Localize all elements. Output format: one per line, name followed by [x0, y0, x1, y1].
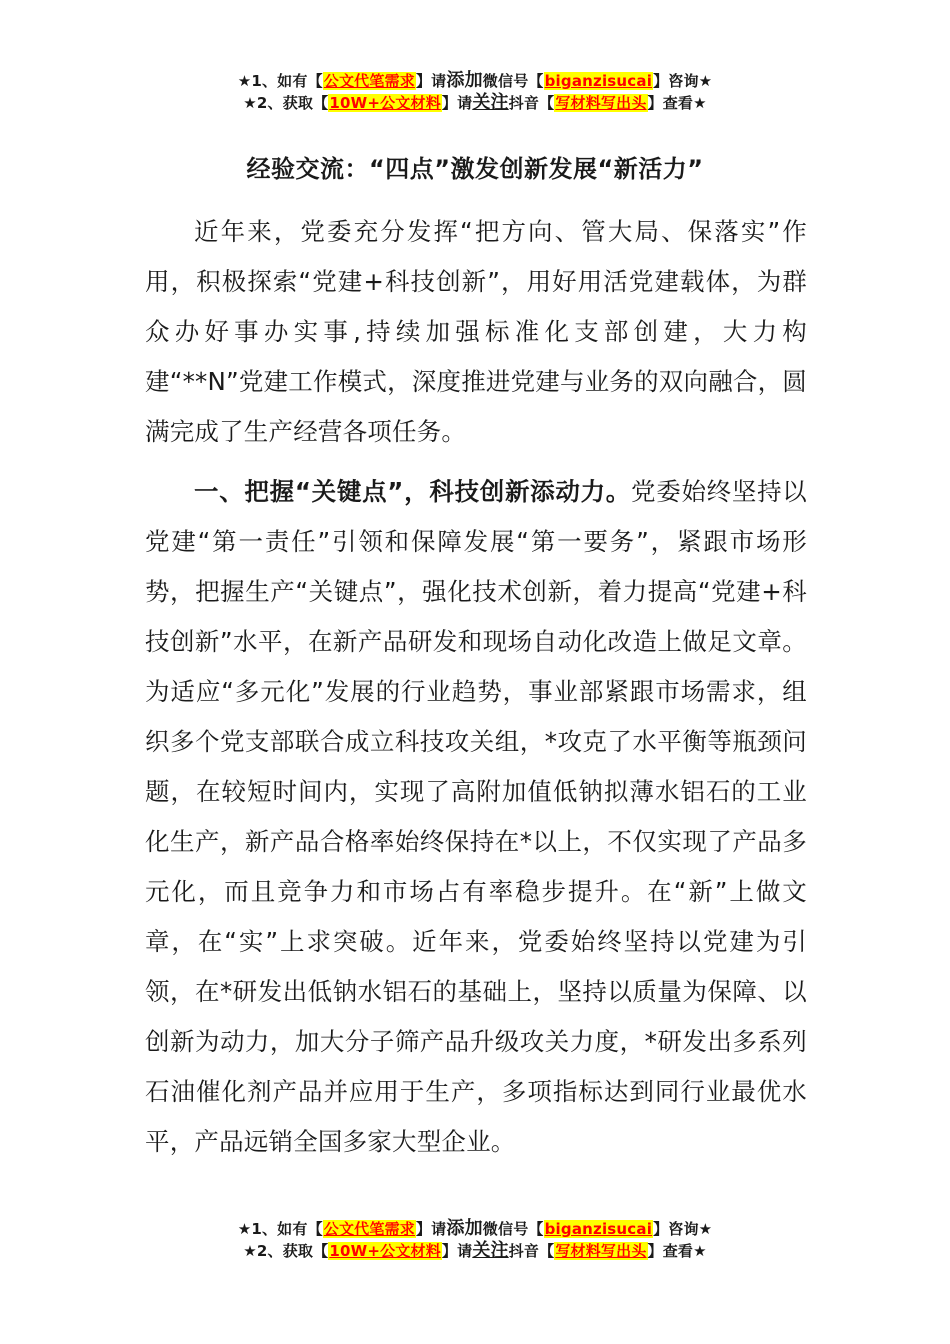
banner-text: 】请	[441, 94, 473, 112]
banner-text: ★2、获取【	[243, 1242, 329, 1260]
banner-text: 抖音【	[508, 94, 555, 112]
section-1-body: 党委始终坚持以党建“第一责任”引领和保障发展“第一要务”，紧跟市场形势，把握生产“关键点”，强化技术创新，着力提高“党建+科技创新”水平，在新产品研发和现场自动化改造上做足文章。为适应“多元化”发展的行业趋势，事业部紧跟市场需求，组织多个党支部联合成立科技攻关组，*攻克了水平衡等瓶颈问题，在较短时间内，实现了高附加值低钠拟薄水铝石的工业化生产，新产品合格率始终保持在*以上，不仅实现了产品多元化，而且竞争力和市场占有率稳步提升。在“新”上做文章，在“实”上求突破。近年来，党委始终坚持以党建为引领，在*研发出低钠水铝石的基础上，坚持以质量为保障、以创新为动力，加大分子筛产品升级攻关力度，*研发出多系列石油催化剂产品并应用于生产，多项指标达到同行业最优水平，产品远销全国多家大型企业。	[145, 477, 807, 1156]
intro-paragraph: 近年来，党委充分发挥“把方向、管大局、保落实”作用，积极探索“党建+科技创新”，用好用活党建载体，为群众办好事办实事,持续加强标准化支部创建，大力构建“**N”党建工作模式，深度推进党建与业务的双向融合，圆满完成了生产经营各项任务。	[145, 217, 808, 446]
banner-emphasis: 添加	[446, 70, 483, 91]
banner-line-1	[0, 1218, 950, 1240]
banner-emphasis: 关注	[472, 1240, 509, 1261]
banner-text: 】咨询★	[653, 72, 713, 90]
bottom-banner	[0, 1218, 950, 1262]
banner-emphasis: 添加	[446, 1218, 483, 1239]
document-title: 经验交流：“四点”激发创新发展“新活力”	[246, 155, 704, 183]
banner-text: 】请	[415, 72, 447, 90]
materials-highlight: 10W+公文材料	[329, 1242, 441, 1260]
banner-text: 】咨询★	[653, 1220, 713, 1238]
banner-text: 微信号【	[482, 1220, 544, 1238]
banner-line-2	[0, 1240, 950, 1262]
douyin-account-highlight[interactable]: 写材料写出头	[555, 1242, 647, 1260]
banner-line-1	[0, 70, 950, 92]
banner-text: ★1、如有【	[237, 72, 323, 90]
top-banner	[0, 70, 950, 114]
douyin-account-highlight[interactable]: 写材料写出头	[555, 94, 647, 112]
banner-text: ★1、如有【	[237, 1220, 323, 1238]
banner-emphasis: 关注	[472, 92, 509, 113]
banner-text: 】查看★	[647, 1242, 707, 1260]
banner-text: 】查看★	[647, 94, 707, 112]
service-highlight: 公文代笔需求	[323, 72, 415, 90]
service-highlight: 公文代笔需求	[323, 1220, 415, 1238]
section-1-heading: 一、把握“关键点”，科技创新添动力。	[194, 477, 632, 506]
banner-text: 】请	[415, 1220, 447, 1238]
banner-text: 微信号【	[482, 72, 544, 90]
banner-text: ★2、获取【	[243, 94, 329, 112]
wechat-id-highlight[interactable]: biganzisucai	[544, 1220, 653, 1238]
banner-line-2	[0, 92, 950, 114]
materials-highlight: 10W+公文材料	[329, 94, 441, 112]
wechat-id-highlight[interactable]: biganzisucai	[544, 72, 653, 90]
section-1-paragraph	[145, 467, 807, 1167]
banner-text: 抖音【	[508, 1242, 555, 1260]
banner-text: 】请	[441, 1242, 473, 1260]
